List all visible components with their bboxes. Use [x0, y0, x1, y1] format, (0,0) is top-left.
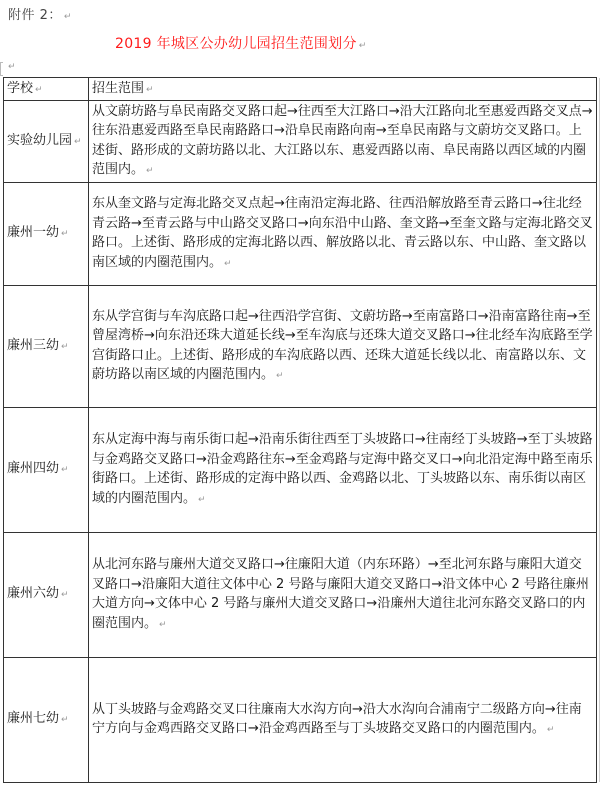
paragraph-mark-icon: ↵ — [61, 590, 69, 601]
text-boundary-marker — [0, 62, 3, 76]
document-title-text: 2019 年城区公办幼儿园招生范围划分 — [115, 36, 357, 52]
range-text: 从文蔚坊路与阜民南路交叉路口起→往西至大江路口→沿大江路向北至惠爱西路交叉点→往东沿惠爱西路至阜民南路路口→沿阜民南路向南→至阜民南路与文蔚坊交叉路口。上述街、路形成的文蔚坊路以北、大江路以东、惠爱西路以南、阜民南路以西区域的内圈范围内。 — [92, 103, 593, 177]
header-range-text: 招生范围 — [92, 80, 145, 96]
paragraph-mark-icon: ↵ — [358, 41, 367, 51]
school-name: 廉州四幼 — [7, 461, 60, 477]
school-cell — [4, 408, 89, 533]
school-name: 廉州六幼 — [7, 586, 60, 602]
table-row — [4, 286, 597, 408]
school-cell — [4, 533, 89, 658]
paragraph-mark-icon: ↵ — [546, 725, 555, 735]
table-header-row — [4, 78, 597, 101]
range-text: 东从学宫街与车沟底路口起→往西沿学宫街、文蔚坊路→至南富路口→沿南富路往南→至曾屋湾桥→向东沿还珠大道延长线→至车沟底与还珠大道交叉路口→往北经车沟底路至学宫街路口止。上述街、路形成的车沟底路以西、还珠大道延长线以北、南富路以东、文蔚坊路以南区域的内圈范围内。 — [92, 308, 593, 382]
range-cell — [89, 658, 597, 783]
school-name: 廉州三幼 — [7, 337, 60, 353]
range-cell — [89, 183, 597, 286]
range-cell — [89, 101, 597, 183]
range-text: 东从奎文路与定海北路交叉点起→往南沿定海北路、往西沿解放路至青云路口→往北经青云路→至青云路与中山路交叉路口→向东沿中山路、奎文路→至奎文路与定海北路交叉路口。上述街、路形成的定海北路以西、解放路以北、青云路以东、中山路、奎文路以南区域的内圈范围内。 — [92, 196, 593, 270]
school-name: 廉州一幼 — [7, 225, 60, 241]
table-row — [4, 101, 597, 183]
range-text: 从丁头坡路与金鸡路交叉口往廉南大水沟方向→沿大水沟向合浦南宁二级路方向→往南宁方向与金鸡西路交叉路口→沿金鸡西路至与丁头坡路交叉路口的内圈范围内。 — [92, 701, 582, 736]
range-text: 东从定海中海与南乐街口起→沿南乐街往西至丁头坡路口→往南经丁头坡路→至丁头坡路与金鸡路交叉路口→沿金鸡路往东→至金鸡路与定海中路交叉口→向北沿定海中路至南乐街路口。上述街、路形成的定海中路以西、金鸡路以北、丁头坡路以东、南乐街以南区域的内圈范围内。 — [92, 432, 593, 506]
school-cell — [4, 286, 89, 408]
attachment-label-text: 附件 2： — [8, 8, 62, 23]
paragraph-mark-icon: ↵ — [35, 84, 43, 95]
range-cell — [89, 533, 597, 658]
paragraph-mark-icon: ↵ — [61, 229, 69, 240]
empty-paragraph-mark-icon: ↵ — [8, 62, 16, 72]
paragraph-mark-icon: ↵ — [61, 341, 69, 352]
paragraph-mark-icon: ↵ — [159, 619, 167, 630]
paragraph-mark-icon: ↵ — [198, 494, 206, 505]
paragraph-mark-icon: ↵ — [74, 136, 82, 147]
paragraph-mark-icon: ↵ — [146, 84, 154, 95]
paragraph-mark-icon: ↵ — [276, 371, 284, 381]
school-cell — [4, 101, 89, 183]
range-cell — [89, 286, 597, 408]
header-school-text: 学校 — [7, 80, 34, 96]
school-cell — [4, 183, 89, 286]
table-row — [4, 183, 597, 286]
paragraph-mark-icon: ↵ — [61, 715, 69, 726]
paragraph-mark-icon: ↵ — [61, 465, 69, 476]
table-row — [4, 408, 597, 533]
school-name: 实验幼儿园 — [7, 132, 73, 148]
range-cell — [89, 408, 597, 533]
header-range — [89, 78, 597, 101]
paragraph-mark-icon: ↵ — [146, 166, 154, 176]
attachment-label — [8, 4, 72, 23]
paragraph-mark-icon: ↵ — [63, 12, 72, 22]
range-text: 从北河东路与廉州大道交叉路口→往廉阳大道（内东环路）→至北河东路与廉阳大道交叉路口→沿廉阳大道往文体中心 2 号路与廉阳大道交叉路口→沿文体中心 2 号路往廉州大道方向→文体中心 2 号路与廉州大道交叉路口→沿廉州大道往北河东路交叉路口的内圈范围内。 — [92, 557, 589, 631]
document-title — [115, 33, 367, 53]
table-row — [4, 658, 597, 783]
enrollment-range-table — [3, 77, 597, 783]
table-row — [4, 533, 597, 658]
school-name: 廉州七幼 — [7, 711, 60, 727]
school-cell — [4, 658, 89, 783]
header-school — [4, 78, 89, 101]
paragraph-mark-icon: ↵ — [224, 258, 232, 269]
